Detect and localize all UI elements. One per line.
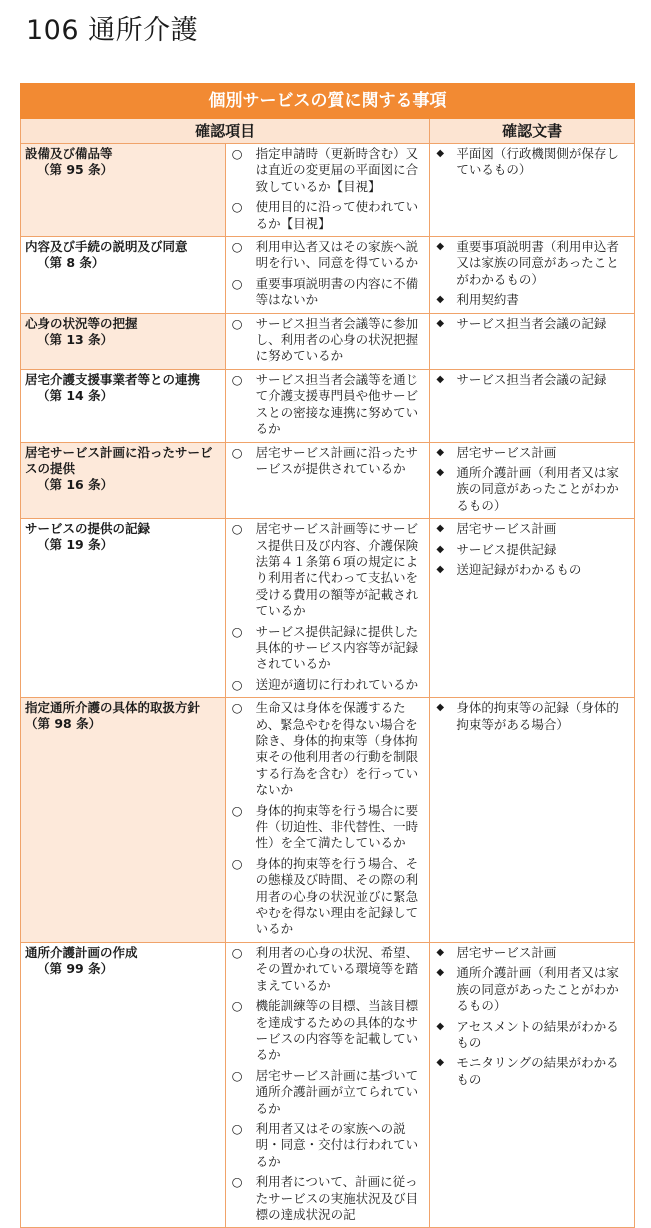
document-item bbox=[430, 945, 630, 961]
check-item-text: 利用者について、計画に従ったサービスの実施状況及び目標の達成状況の記 bbox=[255, 1174, 419, 1222]
item-article: （第 95 条） bbox=[37, 162, 114, 177]
check-items-cell bbox=[225, 369, 430, 442]
circle-bullet-icon: ○ bbox=[231, 199, 243, 215]
diamond-bullet-icon: ◆ bbox=[436, 294, 445, 306]
check-items-cell bbox=[225, 144, 430, 237]
diamond-bullet-icon: ◆ bbox=[436, 466, 445, 478]
documents-cell bbox=[430, 313, 635, 369]
diamond-bullet-icon: ◆ bbox=[436, 702, 445, 714]
item-title: 居宅介護支援事業者等との連携 bbox=[25, 371, 201, 387]
check-item bbox=[226, 146, 426, 195]
circle-bullet-icon: ○ bbox=[231, 1067, 243, 1083]
table-row bbox=[21, 942, 635, 1228]
check-item-text: 重要事項説明書の内容に不備等はないか bbox=[255, 275, 419, 308]
document-item bbox=[430, 239, 630, 288]
check-item bbox=[226, 624, 426, 673]
documents-cell bbox=[430, 519, 635, 698]
item-cell bbox=[21, 313, 226, 369]
table-row bbox=[21, 313, 635, 369]
column-header-doc: 確認文書 bbox=[430, 119, 635, 144]
check-item bbox=[226, 856, 426, 938]
document-item-text: サービス提供記録 bbox=[456, 541, 557, 557]
check-item bbox=[226, 372, 426, 438]
check-item-text: サービス担当者会議等に参加し、利用者の心身の状況把握に努めているか bbox=[255, 315, 419, 364]
document-item-text: 身体的拘束等の記録（身体的拘束等がある場合） bbox=[456, 700, 619, 732]
check-items-cell bbox=[225, 237, 430, 314]
item-title: 心身の状況等の把握 bbox=[25, 315, 138, 331]
check-item-text: 生命又は身体を保護するため、緊急やむを得ない場合を除き、身体的拘束等（身体拘束その他利用者の行動を制限する行為を含む）を行っていないか bbox=[255, 700, 419, 798]
item-title: 通所介護計画の作成 bbox=[25, 944, 138, 960]
check-item-text: 使用目的に沿って使われているか【目視】 bbox=[255, 199, 419, 231]
document-item-text: アセスメントの結果がわかるもの bbox=[456, 1018, 619, 1050]
check-items-cell bbox=[225, 442, 430, 519]
circle-bullet-icon: ○ bbox=[231, 275, 243, 291]
circle-bullet-icon: ○ bbox=[231, 146, 243, 161]
table-row bbox=[21, 698, 635, 943]
item-article: （第 8 条） bbox=[37, 255, 105, 271]
table-row bbox=[21, 519, 635, 698]
document-item bbox=[430, 562, 630, 578]
diamond-bullet-icon: ◆ bbox=[436, 1020, 445, 1032]
check-item-text: 身体的拘束等を行う場合に要件（切迫性、非代替性、一時性）を全て満たしているか bbox=[255, 802, 419, 851]
check-item bbox=[226, 1068, 426, 1117]
diamond-bullet-icon: ◆ bbox=[436, 317, 445, 329]
circle-bullet-icon: ○ bbox=[231, 1174, 243, 1190]
check-item-text: 指定申請時（更新時含む）又は直近の変更届の平面図に合致しているか【目視】 bbox=[255, 146, 419, 194]
table-body bbox=[21, 144, 635, 1228]
table-banner: 個別サービスの質に関する事項 bbox=[21, 84, 635, 119]
document-item bbox=[430, 700, 630, 733]
diamond-bullet-icon: ◆ bbox=[436, 967, 445, 979]
documents-cell bbox=[430, 369, 635, 442]
document-item bbox=[430, 292, 630, 308]
table-row bbox=[21, 144, 635, 237]
page-title: 106 通所介護 bbox=[26, 15, 199, 46]
item-article: （第 99 条） bbox=[37, 960, 114, 976]
circle-bullet-icon: ○ bbox=[231, 1120, 243, 1136]
document-item-text: 居宅サービス計画 bbox=[456, 521, 557, 537]
document-item bbox=[430, 316, 630, 332]
item-title: 内容及び手続の説明及び同意 bbox=[25, 239, 188, 255]
document-item bbox=[430, 445, 630, 461]
document-item-text: 平面図（行政機関側が保存しているもの） bbox=[456, 146, 619, 178]
document-item bbox=[430, 372, 630, 388]
documents-cell bbox=[430, 237, 635, 314]
check-item bbox=[226, 1174, 426, 1223]
diamond-bullet-icon: ◆ bbox=[436, 563, 445, 575]
check-item-text: 送迎が適切に行われているか bbox=[255, 676, 419, 692]
check-items-cell bbox=[225, 313, 430, 369]
diamond-bullet-icon: ◆ bbox=[436, 241, 445, 253]
item-title: 指定通所介護の具体的取扱方針（第 98 条） bbox=[25, 700, 201, 732]
document-item-text: 利用契約書 bbox=[456, 292, 519, 308]
item-cell bbox=[21, 698, 226, 943]
document-item-text: サービス担当者会議の記録 bbox=[456, 315, 607, 331]
item-cell bbox=[21, 369, 226, 442]
circle-bullet-icon: ○ bbox=[231, 371, 243, 387]
check-item bbox=[226, 276, 426, 309]
check-item-text: 身体的拘束等を行う場合、その態様及び時間、その際の利用者の心身の状況並びに緊急やむを得ない理由を記録しているか bbox=[255, 855, 419, 937]
check-item bbox=[226, 1121, 426, 1170]
item-article: （第 13 条） bbox=[37, 331, 114, 347]
table-row bbox=[21, 237, 635, 314]
document-item bbox=[430, 1055, 630, 1088]
document-item bbox=[430, 146, 630, 179]
circle-bullet-icon: ○ bbox=[231, 676, 243, 692]
check-item bbox=[226, 239, 426, 272]
check-items-cell bbox=[225, 519, 430, 698]
circle-bullet-icon: ○ bbox=[231, 700, 243, 716]
check-item-text: 利用者又はその家族への説明・同意・交付は行われているか bbox=[255, 1120, 419, 1169]
check-items-cell bbox=[225, 942, 430, 1228]
document-item-text: 通所介護計画（利用者又は家族の同意があったことがわかるもの） bbox=[456, 464, 619, 513]
check-item bbox=[226, 945, 426, 994]
circle-bullet-icon: ○ bbox=[231, 239, 243, 255]
document-item bbox=[430, 1019, 630, 1052]
circle-bullet-icon: ○ bbox=[231, 802, 243, 818]
document-item-text: 通所介護計画（利用者又は家族の同意があったことがわかるもの） bbox=[456, 965, 619, 1014]
diamond-bullet-icon: ◆ bbox=[436, 1057, 445, 1069]
item-cell bbox=[21, 942, 226, 1228]
document-item bbox=[430, 542, 630, 558]
item-title: 居宅サービス計画に沿ったサービスの提供 bbox=[25, 444, 213, 476]
column-header-item: 確認項目 bbox=[21, 119, 430, 144]
check-item bbox=[226, 199, 426, 232]
document-item-text: サービス担当者会議の記録 bbox=[456, 371, 607, 387]
circle-bullet-icon: ○ bbox=[231, 315, 243, 331]
documents-cell bbox=[430, 144, 635, 237]
document-item bbox=[430, 521, 630, 537]
document-item-text: 居宅サービス計画 bbox=[456, 944, 557, 960]
check-item-text: サービス提供記録に提供した具体的サービス内容等が記録されているか bbox=[255, 623, 419, 672]
circle-bullet-icon: ○ bbox=[231, 623, 243, 639]
item-title: サービスの提供の記録 bbox=[25, 521, 151, 537]
check-item bbox=[226, 445, 426, 478]
check-item-text: 居宅サービス計画に沿ったサービスが提供されているか bbox=[255, 444, 419, 476]
documents-cell bbox=[430, 442, 635, 519]
item-title: 設備及び備品等 bbox=[25, 146, 113, 161]
circle-bullet-icon: ○ bbox=[231, 521, 243, 537]
document-item-text: 重要事項説明書（利用申込者又は家族の同意があったことがわかるもの） bbox=[456, 239, 619, 287]
document-item-text: モニタリングの結果がわかるもの bbox=[456, 1055, 619, 1087]
check-item bbox=[226, 803, 426, 852]
documents-cell bbox=[430, 942, 635, 1228]
check-item-text: 機能訓練等の目標、当該目標を達成するための具体的なサービスの内容等を記載しているか bbox=[255, 998, 419, 1063]
item-cell bbox=[21, 237, 226, 314]
documents-cell bbox=[430, 698, 635, 943]
check-item bbox=[226, 677, 426, 693]
diamond-bullet-icon: ◆ bbox=[436, 946, 445, 958]
item-article: （第 16 条） bbox=[37, 476, 114, 492]
circle-bullet-icon: ○ bbox=[231, 998, 243, 1014]
item-cell bbox=[21, 442, 226, 519]
check-item bbox=[226, 316, 426, 365]
item-cell bbox=[21, 144, 226, 237]
item-article: （第 19 条） bbox=[37, 537, 114, 553]
check-item bbox=[226, 521, 426, 619]
check-item-text: 居宅サービス計画等にサービス提供日及び内容、介護保険法第４１条第６項の規定により利用者に代わって支払いを受ける費用の額等が記載されているか bbox=[255, 521, 419, 619]
table-row bbox=[21, 442, 635, 519]
diamond-bullet-icon: ◆ bbox=[436, 373, 445, 385]
table-row bbox=[21, 369, 635, 442]
circle-bullet-icon: ○ bbox=[231, 944, 243, 960]
document-item-text: 居宅サービス計画 bbox=[456, 444, 557, 460]
check-item bbox=[226, 998, 426, 1064]
check-items-cell bbox=[225, 698, 430, 943]
check-item-text: 居宅サービス計画に基づいて通所介護計画が立てられているか bbox=[255, 1067, 419, 1116]
diamond-bullet-icon: ◆ bbox=[436, 543, 445, 555]
check-item-text: サービス担当者会議等を通じて介護支援専門員や他サービスとの密接な連携に努めているか bbox=[255, 371, 419, 437]
circle-bullet-icon: ○ bbox=[231, 855, 243, 871]
check-item bbox=[226, 700, 426, 798]
diamond-bullet-icon: ◆ bbox=[436, 446, 445, 458]
check-item-text: 利用申込者又はその家族へ説明を行い、同意を得ているか bbox=[255, 239, 419, 271]
document-item bbox=[430, 965, 630, 1014]
check-item-text: 利用者の心身の状況、希望、その置かれている環境等を踏まえているか bbox=[255, 944, 419, 993]
diamond-bullet-icon: ◆ bbox=[436, 523, 445, 535]
document-item bbox=[430, 465, 630, 514]
confirmation-table bbox=[20, 83, 635, 1228]
item-article: （第 14 条） bbox=[37, 387, 114, 403]
diamond-bullet-icon: ◆ bbox=[436, 148, 445, 159]
document-item-text: 送迎記録がわかるもの bbox=[456, 561, 582, 577]
item-cell bbox=[21, 519, 226, 698]
circle-bullet-icon: ○ bbox=[231, 444, 243, 460]
